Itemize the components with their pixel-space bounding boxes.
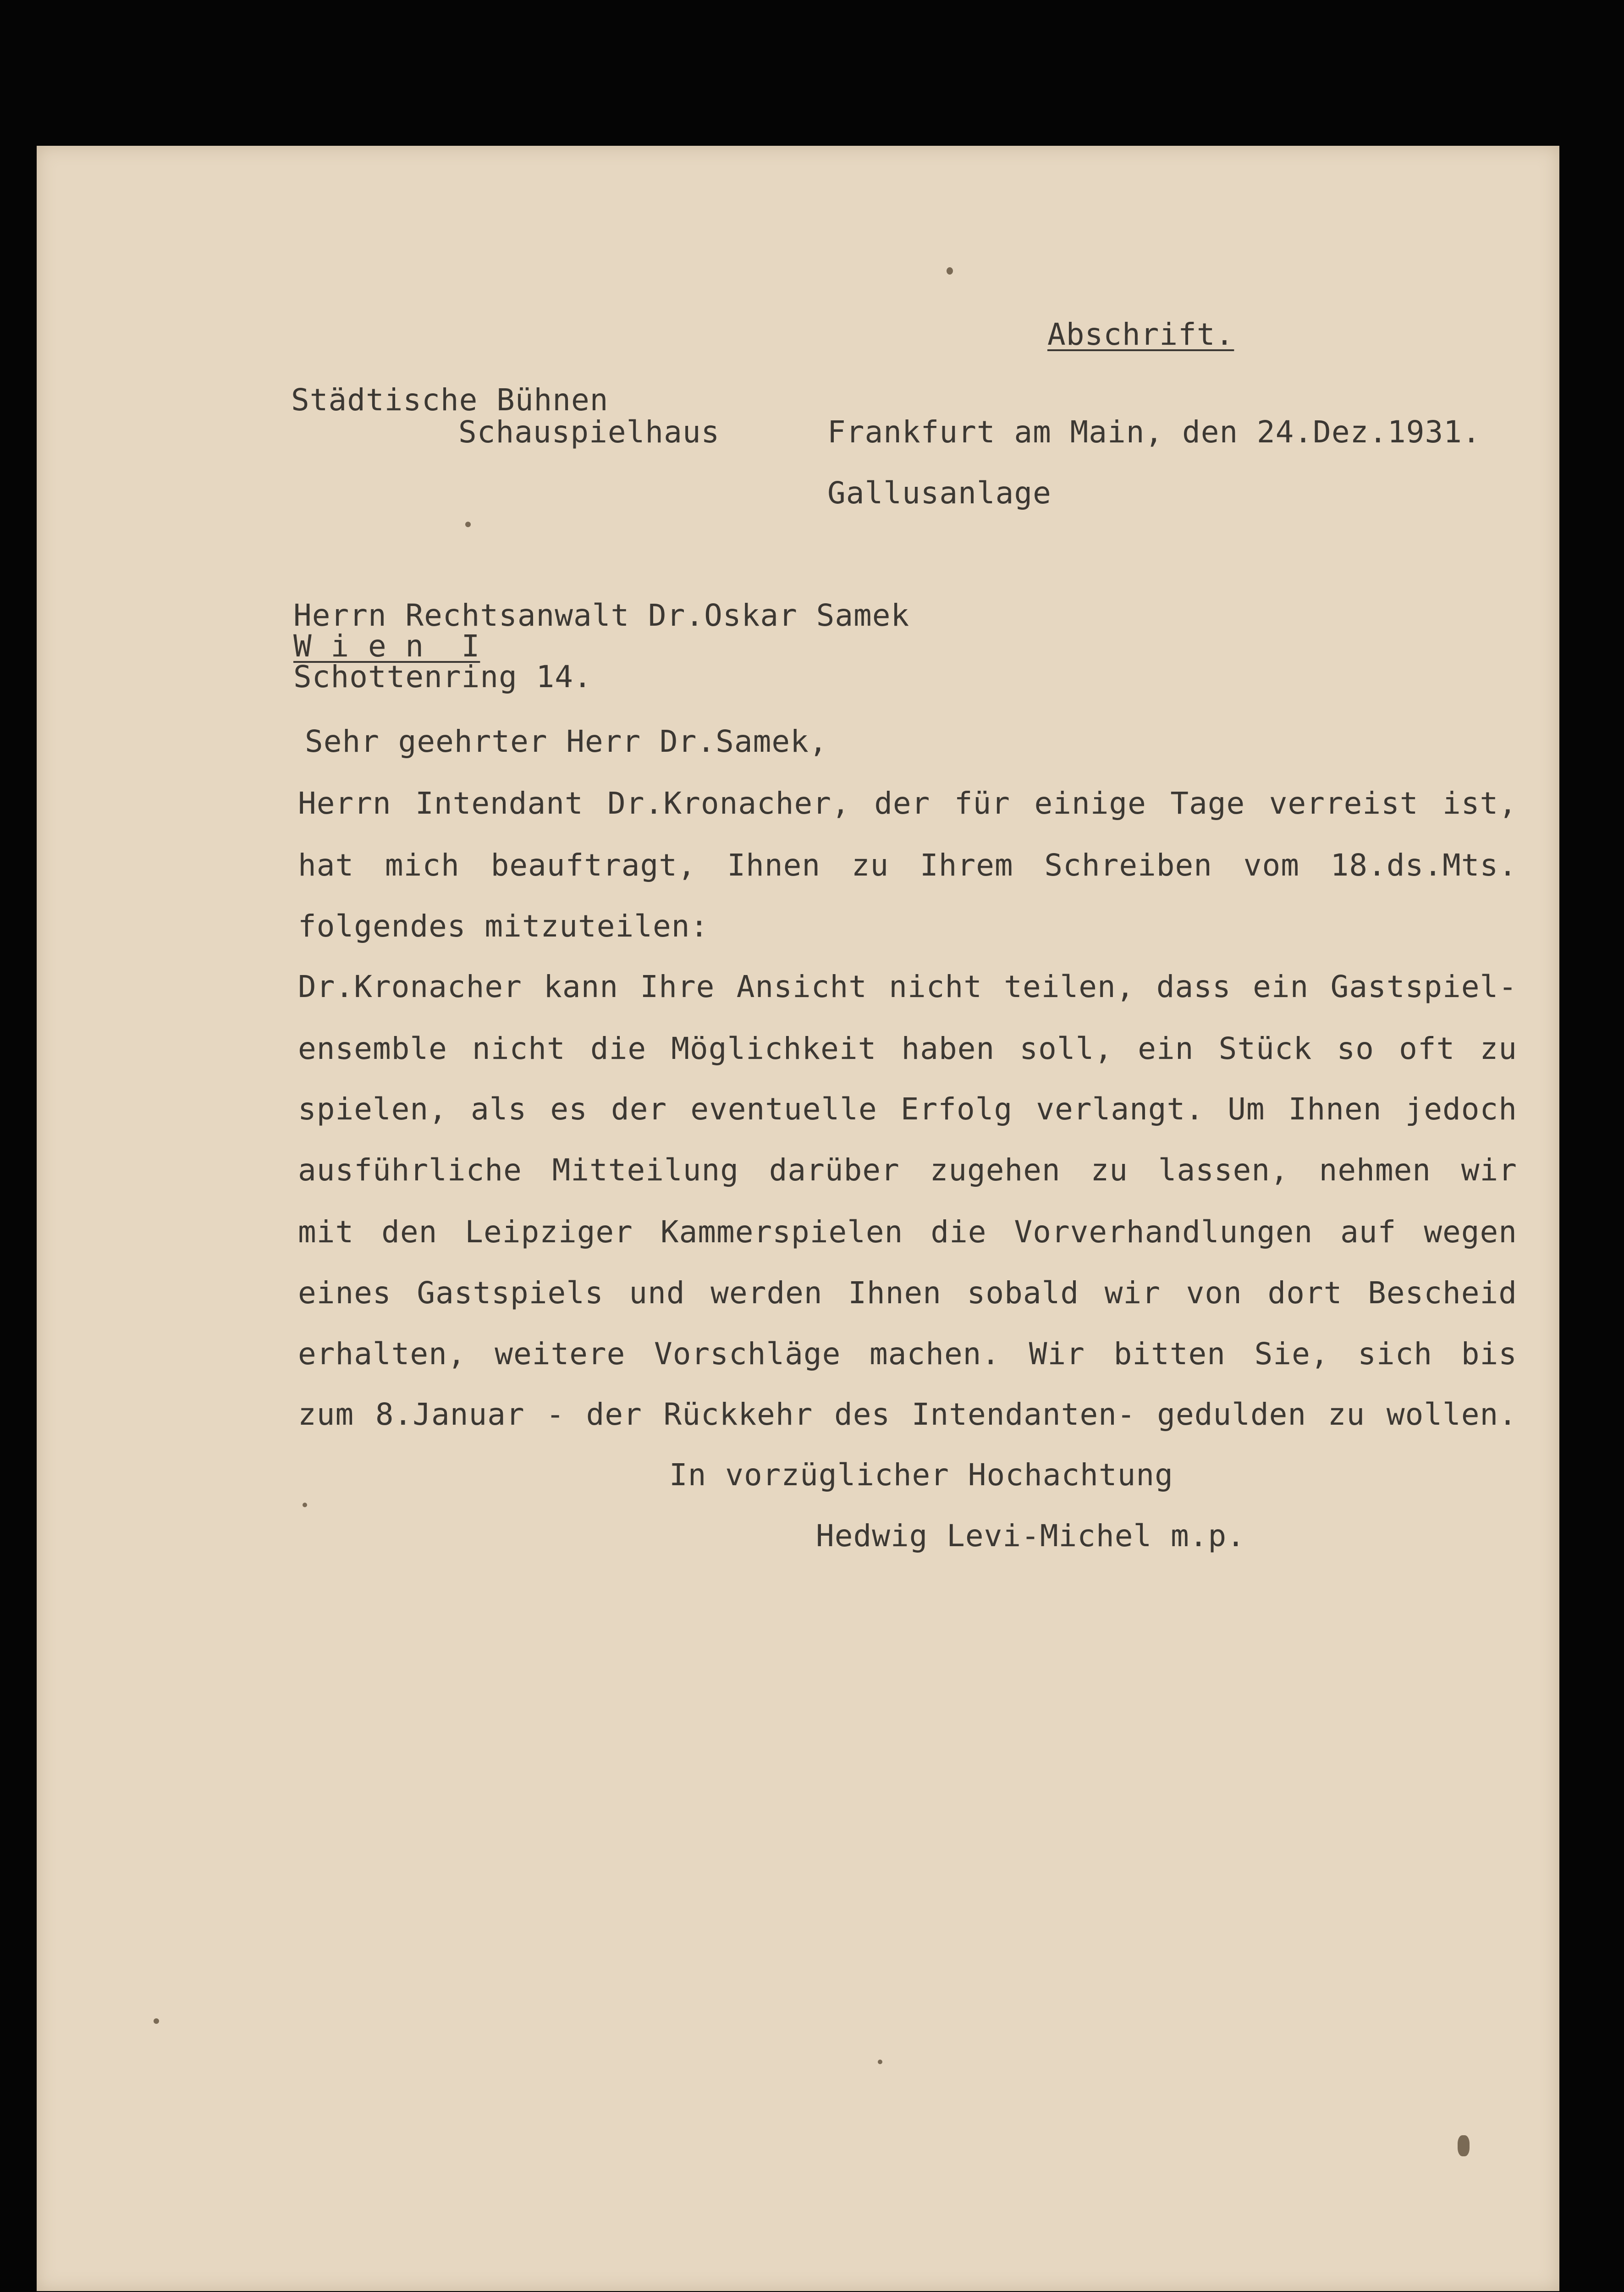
paper-speck [465,522,471,527]
place-date: Frankfurt am Main, den 24.Dez.1931. [827,414,1481,450]
paper-speck [878,2060,882,2064]
sender-line-1: Städtische Bühnen [291,382,609,418]
letter-sheet [37,146,1559,2291]
body-line: zum 8.Januar - der Rückkehr des Intendanten- gedulden zu wollen. [298,1397,1517,1432]
recipient-line-1: Herrn Rechtsanwalt Dr.Oskar Samek [293,598,910,633]
document-heading: Abschrift. [1047,317,1234,352]
address-street: Gallusanlage [827,475,1051,511]
body-line: eines Gastspiels und werden Ihnen sobald wir von dort Bescheid [298,1275,1517,1311]
body-line: Dr.Kronacher kann Ihre Ansicht nicht teilen, dass ein Gastspiel- [298,969,1517,1004]
recipient-line-3: Schottenring 14. [293,659,592,694]
body-line: mit den Leipziger Kammerspielen die Vorverhandlungen auf wegen [298,1214,1517,1250]
body-line: ensemble nicht die Möglichkeit haben soll, ein Stück so oft zu [298,1031,1517,1066]
closing: In vorzüglicher Hochachtung [669,1457,1173,1493]
paper-speck [303,1503,307,1507]
body-line: erhalten, weitere Vorschläge machen. Wir bitten Sie, sich bis [298,1336,1517,1372]
signature: Hedwig Levi-Michel m.p. [816,1518,1245,1554]
body-line: hat mich beauftragt, Ihnen zu Ihrem Schreiben vom 18.ds.Mts. [298,848,1517,883]
body-line: folgendes mitzuteilen: [298,909,709,944]
salutation: Sehr geehrter Herr Dr.Samek, [305,724,828,759]
paper-speck [947,267,953,275]
sender-line-2: Schauspielhaus [458,414,720,450]
body-line: spielen, als es der eventuelle Erfolg verlangt. Um Ihnen jedoch [298,1091,1517,1127]
paper-speck [154,2018,159,2024]
body-line: ausführliche Mitteilung darüber zugehen zu lassen, nehmen wir [298,1152,1517,1188]
recipient-line-2: W i e n I [293,628,480,664]
paper-speck [1458,2135,1470,2156]
body-line: Herrn Intendant Dr.Kronacher, der für einige Tage verreist ist, [298,786,1517,821]
